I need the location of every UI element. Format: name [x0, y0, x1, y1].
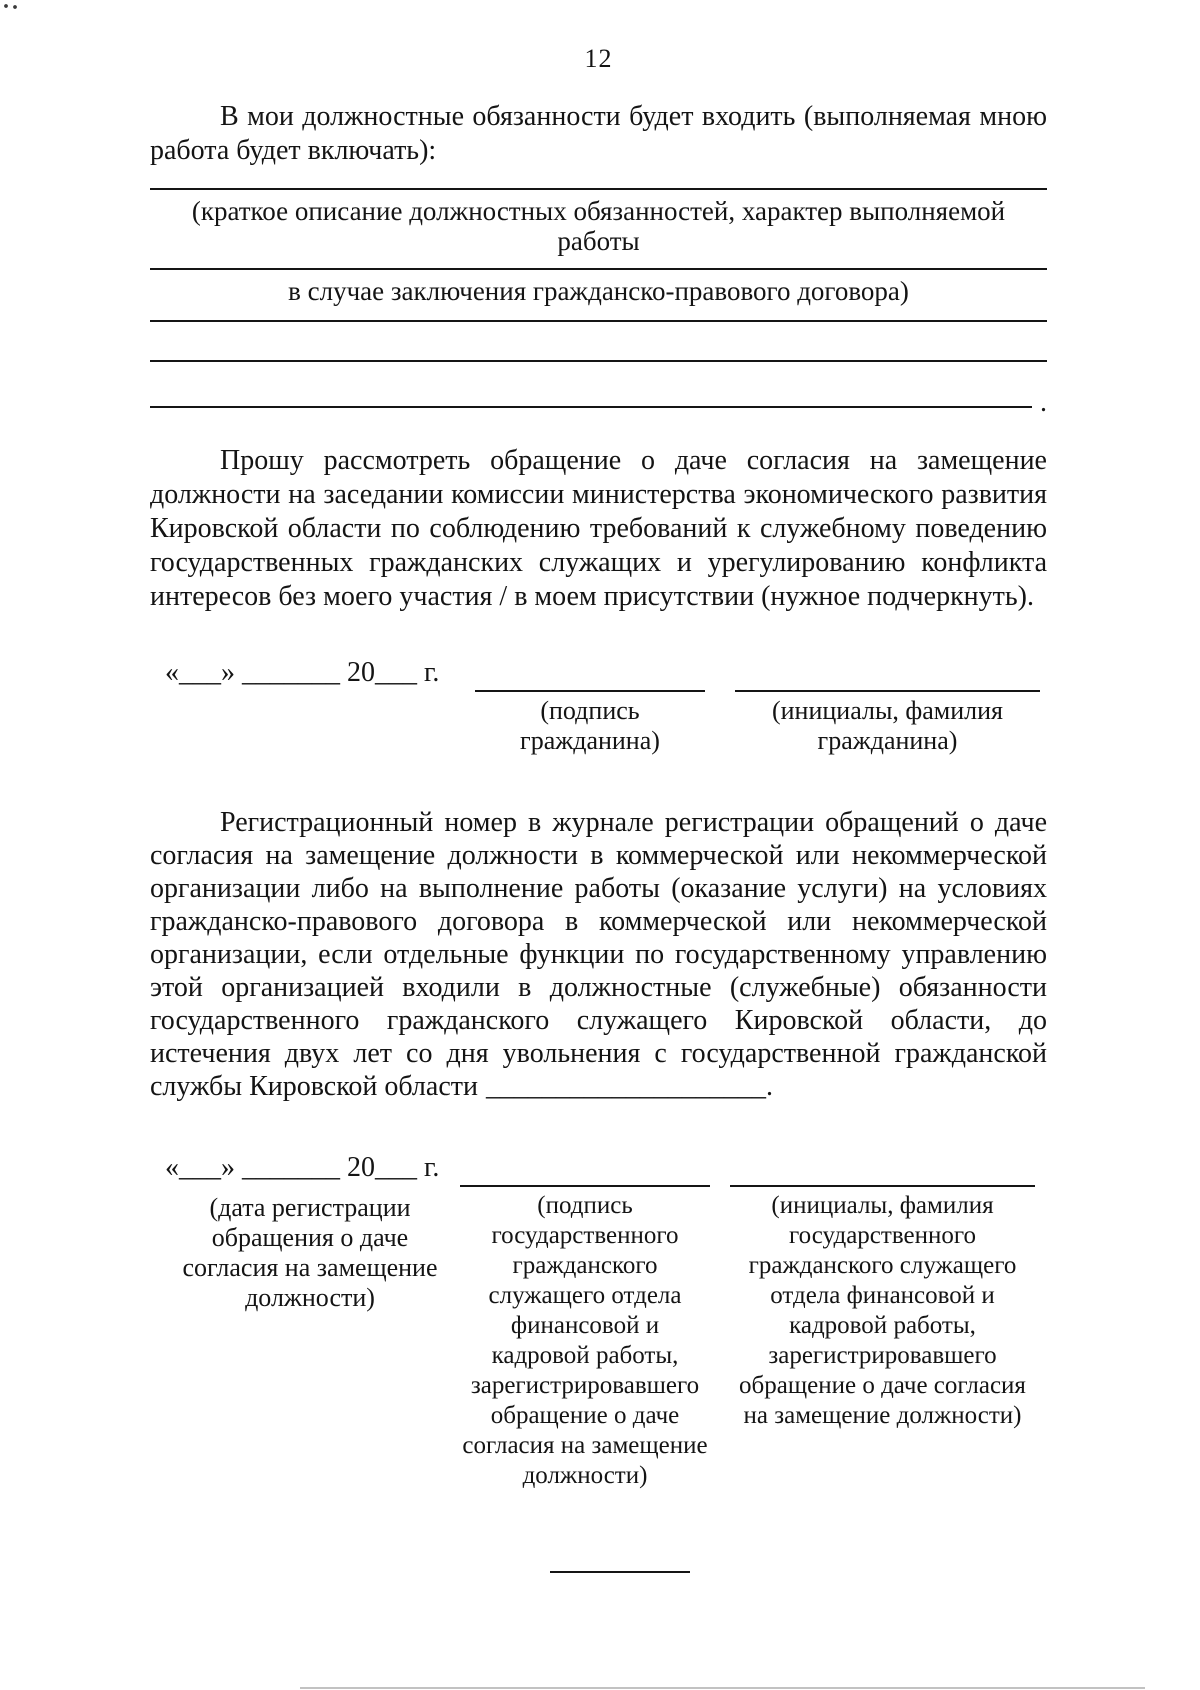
- blank-line-with-period: [150, 387, 1047, 418]
- caption-duties-1: (краткое описание должностных обязанностей, характер выполняемой работы: [191, 196, 1006, 256]
- blank-line: [150, 268, 1047, 270]
- page-number: 12: [584, 44, 613, 73]
- blank-line: [150, 320, 1047, 322]
- blank-line: [150, 360, 1047, 362]
- bottom-short-line: [550, 1571, 690, 1573]
- paragraph-request: Прошу рассмотреть обращение о даче согласия на замещение должности на заседании комиссии министерства экономического развития Кировской области по соблюдению требований к служебному поведению государственных гражданских служащих и урегулированию конфликта интересов без моего участия / в моем присутствии (нужное подчеркнуть).: [150, 445, 1047, 612]
- name-column-citizen: [735, 656, 1040, 756]
- signature-line-citizen: [475, 656, 705, 692]
- signature-line-officer: [460, 1151, 710, 1187]
- signature-block-officer: [150, 1151, 1047, 1491]
- name-line-citizen: [735, 656, 1040, 692]
- name-line-officer: [730, 1151, 1035, 1187]
- blank-line: [150, 406, 1032, 408]
- trailing-period: .: [1040, 387, 1047, 418]
- registration-blank: ____________________: [485, 1071, 766, 1102]
- date-field-citizen: «___» _______ 20___ г.: [165, 657, 440, 688]
- signature-block-citizen: [150, 656, 1047, 756]
- caption-registration-date: (дата регистрации обращения о даче согласия на замещение должности): [182, 1193, 438, 1312]
- paragraph-duties: В мои должностные обязанности будет входить (выполняемая мною работа будет включать):: [150, 101, 1047, 166]
- caption-signature-officer: (подпись государственного гражданского служащего отдела финансовой и кадровой работы, зарегистрировавшего обращение о даче согласия на замещение должности): [462, 1192, 708, 1489]
- registration-period: .: [765, 1071, 773, 1102]
- blank-line: [150, 188, 1047, 190]
- caption-name-citizen: (инициалы, фамилия гражданина): [771, 696, 1004, 755]
- name-column-officer: [730, 1151, 1035, 1431]
- date-column-registration: [165, 1151, 455, 1313]
- document-content: [150, 0, 1047, 1573]
- paragraph-registration: [150, 806, 1047, 1103]
- signature-column-officer: [460, 1151, 710, 1491]
- caption-name-officer: (инициалы, фамилия государственного гражданского служащего отдела финансовой и кадровой работы, зарегистрировавшего обращение о даче согласия на замещение должности): [739, 1192, 1026, 1429]
- scan-artifact-top: [2, 3, 22, 11]
- registration-text: Регистрационный номер в журнале регистрации обращений о даче согласия на замещение должности в коммерческой или некоммерческой организации либо на выполнение работы (оказание услуги) на условиях гражданско-правового договора в коммерческой или некоммерческой организации, если отдельные функции по государственному управлению этой организацией входили в должностные (служебные) обязанности государственного гражданского служащего Кировской области, до истечения двух лет со дня увольнения с государственной гражданской службы Кировской области: [150, 807, 1047, 1102]
- caption-duties-2: в случае заключения гражданско-правового договора): [288, 276, 909, 306]
- date-field-registration: «___» _______ 20___ г.: [165, 1152, 440, 1183]
- scan-artifact-bottom: [300, 1687, 1145, 1689]
- signature-column-citizen: [475, 656, 705, 756]
- caption-signature-citizen: (подпись гражданина): [520, 696, 660, 755]
